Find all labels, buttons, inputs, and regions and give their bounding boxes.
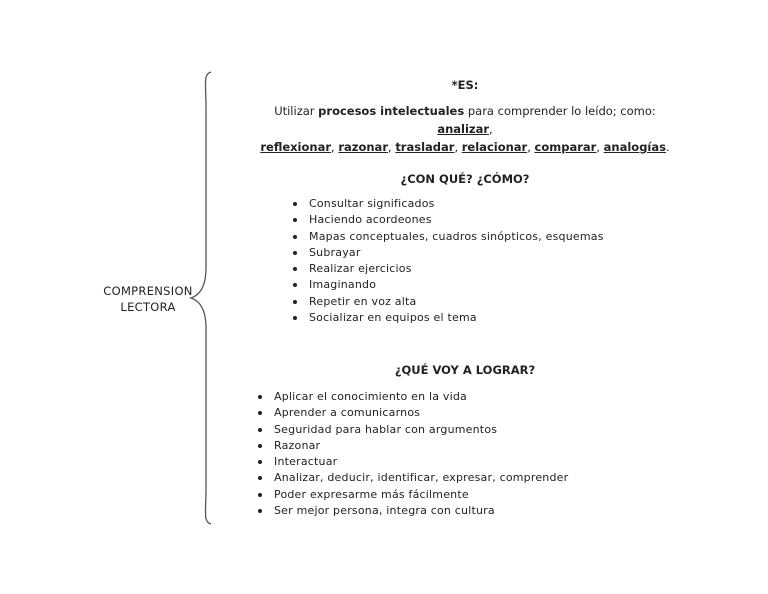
list-item: Imaginando	[293, 277, 604, 293]
list-item: Aplicar el conocimiento en la vida	[258, 389, 568, 405]
verb: razonar	[338, 140, 388, 154]
como-list	[293, 196, 604, 326]
es-heading: *ES:	[451, 78, 479, 92]
topic-line-2: LECTORA	[120, 300, 176, 314]
es-end: .	[665, 140, 670, 154]
list-item: Interactuar	[258, 454, 568, 470]
es-intro: Utilizar	[274, 104, 319, 118]
list-item: Consultar significados	[293, 196, 604, 212]
list-item: Aprender a comunicarnos	[258, 405, 568, 421]
list-item: Socializar en equipos el tema	[293, 310, 604, 326]
es-definition: Utilizar procesos intelectuales para comprender lo leído; como: analizar, reflexionar, razonar, trasladar, relacionar, comparar, analogías.	[260, 104, 670, 154]
topic-line-1: COMPRENSION	[103, 284, 193, 298]
verb: comparar	[534, 140, 597, 154]
verb: relacionar	[461, 140, 528, 154]
list-item: Realizar ejercicios	[293, 261, 604, 277]
list-item: Seguridad para hablar con argumentos	[258, 422, 568, 438]
verb: reflexionar	[260, 140, 332, 154]
logro-list	[258, 389, 568, 519]
verb: analizar	[437, 122, 490, 136]
verb: analogías	[603, 140, 666, 154]
list-item: Haciendo acordeones	[293, 212, 604, 228]
como-heading: ¿CON QUÉ? ¿CÓMO?	[400, 172, 530, 186]
list-item: Analizar, deducir, identificar, expresar, comprender	[258, 470, 568, 486]
list-item: Poder expresarme más fácilmente	[258, 487, 568, 503]
logro-heading: ¿QUÉ VOY A LOGRAR?	[394, 363, 536, 377]
list-item: Ser mejor persona, integra con cultura	[258, 503, 568, 519]
verb: trasladar	[395, 140, 455, 154]
curly-brace	[185, 68, 215, 530]
list-item: Razonar	[258, 438, 568, 454]
es-middle: para comprender lo leído; como:	[464, 104, 656, 118]
list-item: Mapas conceptuales, cuadros sinópticos, esquemas	[293, 229, 604, 245]
list-item: Repetir en voz alta	[293, 294, 604, 310]
list-item: Subrayar	[293, 245, 604, 261]
es-bold: procesos intelectuales	[318, 104, 465, 118]
